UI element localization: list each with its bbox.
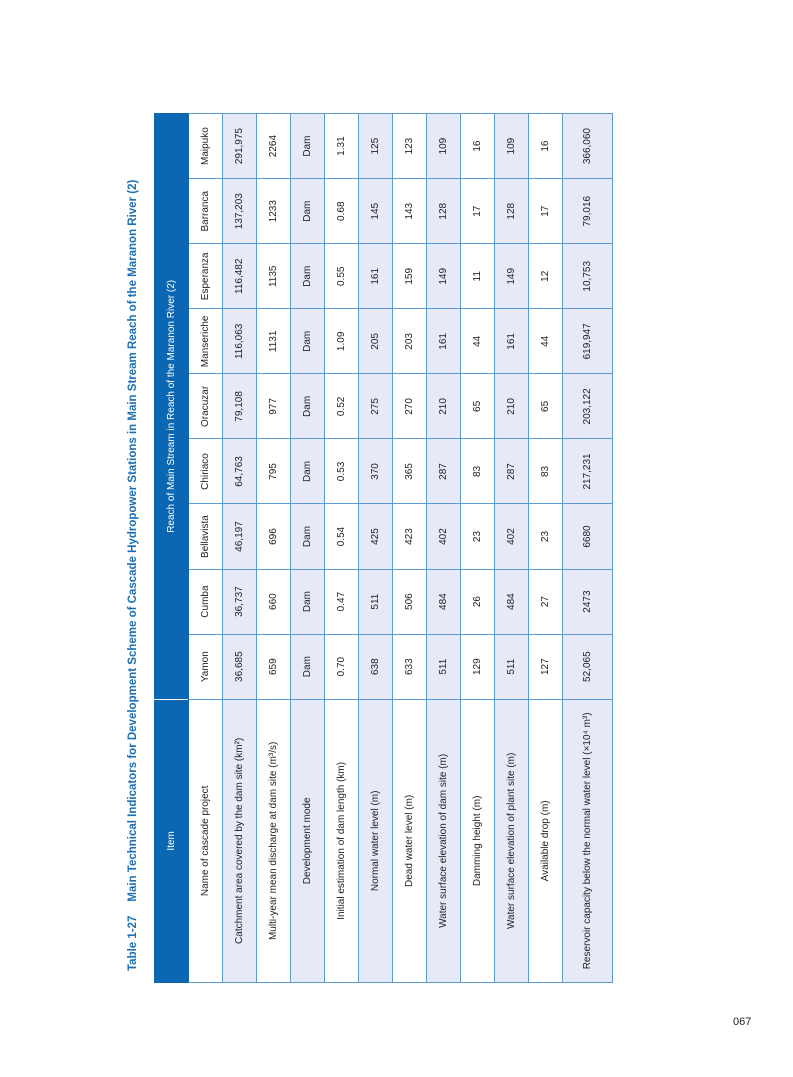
- table-cell: 137,203: [223, 179, 257, 244]
- table-cell: 159: [393, 244, 427, 309]
- table-cell: 1.31: [325, 114, 359, 179]
- table-row: [563, 114, 613, 983]
- table-cell: 161: [495, 309, 529, 374]
- header-item: Item: [155, 699, 189, 982]
- table-cell: 36,737: [223, 569, 257, 634]
- table-cell: Dam: [291, 504, 325, 569]
- table-cell: 17: [461, 179, 495, 244]
- table-cell: Dam: [291, 179, 325, 244]
- table-cell: 52,065: [563, 634, 613, 699]
- table-cell: 203: [393, 309, 427, 374]
- table-cell: 484: [427, 569, 461, 634]
- table-cell: 0.53: [325, 439, 359, 504]
- table-number: Table 1-27: [127, 915, 139, 971]
- table-cell: 0.47: [325, 569, 359, 634]
- indicator-table: [154, 113, 613, 983]
- table-cell: 6680: [563, 504, 613, 569]
- table-cell: 203,122: [563, 374, 613, 439]
- table-cell: 270: [393, 374, 427, 439]
- table-cell: 287: [427, 439, 461, 504]
- table-cell: 366,060: [563, 114, 613, 179]
- row-label: Available drop (m): [529, 699, 563, 982]
- row-label: Normal water level (m): [359, 699, 393, 982]
- table-cell: Yamon: [189, 634, 223, 699]
- table-cell: 143: [393, 179, 427, 244]
- table-cell: Dam: [291, 309, 325, 374]
- table-row: [325, 114, 359, 983]
- table-row: [359, 114, 393, 983]
- row-label: Development mode: [291, 699, 325, 982]
- table-cell: 23: [461, 504, 495, 569]
- table-cell: Bellavista: [189, 504, 223, 569]
- table-cell: Maipuko: [189, 114, 223, 179]
- table-cell: 17: [529, 179, 563, 244]
- row-label: Catchment area covered by the dam site (km²): [223, 699, 257, 982]
- table-cell: 659: [257, 634, 291, 699]
- table-cell: 210: [495, 374, 529, 439]
- table-cell: 149: [427, 244, 461, 309]
- row-label: Reservoir capacity below the normal water level (×10⁴ m³): [563, 699, 613, 982]
- table-row: [189, 114, 223, 983]
- table-cell: 511: [427, 634, 461, 699]
- table-row: [461, 114, 495, 983]
- table-row: [257, 114, 291, 983]
- table-cell: 27: [529, 569, 563, 634]
- table-cell: 127: [529, 634, 563, 699]
- table-cell: 65: [461, 374, 495, 439]
- table-cell: 370: [359, 439, 393, 504]
- table-cell: 795: [257, 439, 291, 504]
- table-cell: 116,482: [223, 244, 257, 309]
- table-cell: Chiriaco: [189, 439, 223, 504]
- table-cell: 287: [495, 439, 529, 504]
- table-cell: 660: [257, 569, 291, 634]
- row-label: Initial estimation of dam length (km): [325, 699, 359, 982]
- row-label: Multi-year mean discharge at dam site (m³/s): [257, 699, 291, 982]
- table-cell: 123: [393, 114, 427, 179]
- table-cell: 0.68: [325, 179, 359, 244]
- table-cell: 11: [461, 244, 495, 309]
- table-cell: 44: [461, 309, 495, 374]
- table-cell: 402: [495, 504, 529, 569]
- table-cell: 149: [495, 244, 529, 309]
- table-cell: Cumba: [189, 569, 223, 634]
- table-cell: 977: [257, 374, 291, 439]
- table-cell: 10,753: [563, 244, 613, 309]
- table-row: [495, 114, 529, 983]
- table-cell: 125: [359, 114, 393, 179]
- table-row: [291, 114, 325, 983]
- table-cell: 23: [529, 504, 563, 569]
- table-cell: Barranca: [189, 179, 223, 244]
- table-cell: 425: [359, 504, 393, 569]
- table-cell: 128: [495, 179, 529, 244]
- page-number: 067: [733, 1016, 752, 1028]
- table-cell: 128: [427, 179, 461, 244]
- table-cell: Oracuzar: [189, 374, 223, 439]
- table-cell: 205: [359, 309, 393, 374]
- table-cell: 0.55: [325, 244, 359, 309]
- table-cell: Dam: [291, 374, 325, 439]
- table-cell: 1131: [257, 309, 291, 374]
- table-cell: 0.52: [325, 374, 359, 439]
- table-cell: 116,063: [223, 309, 257, 374]
- table-cell: 109: [495, 114, 529, 179]
- table-cell: 16: [461, 114, 495, 179]
- row-label: Damming height (m): [461, 699, 495, 982]
- header-group: Reach of Main Stream in Reach of the Maranon River (2): [155, 114, 189, 700]
- row-label: Water surface elevation of dam site (m): [427, 699, 461, 982]
- table-row: [393, 114, 427, 983]
- table-row: [427, 114, 461, 983]
- rotated-table-block: [127, 113, 613, 983]
- table-cell: 423: [393, 504, 427, 569]
- table-cell: 65: [529, 374, 563, 439]
- table-cell: 79,108: [223, 374, 257, 439]
- table-cell: 161: [427, 309, 461, 374]
- table-cell: 44: [529, 309, 563, 374]
- table-cell: 16: [529, 114, 563, 179]
- row-label: Dead water level (m): [393, 699, 427, 982]
- row-label: Name of cascade project: [189, 699, 223, 982]
- table-cell: 619,947: [563, 309, 613, 374]
- table-cell: Dam: [291, 439, 325, 504]
- table-cell: Dam: [291, 114, 325, 179]
- table-cell: 291,975: [223, 114, 257, 179]
- table-cell: 145: [359, 179, 393, 244]
- table-cell: 79,016: [563, 179, 613, 244]
- table-cell: 696: [257, 504, 291, 569]
- table-cell: 12: [529, 244, 563, 309]
- table-cell: 0.70: [325, 634, 359, 699]
- table-cell: 275: [359, 374, 393, 439]
- table-cell: 129: [461, 634, 495, 699]
- table-cell: 2473: [563, 569, 613, 634]
- table-cell: 1233: [257, 179, 291, 244]
- table-cell: 511: [495, 634, 529, 699]
- table-cell: 1.09: [325, 309, 359, 374]
- table-cell: 36,685: [223, 634, 257, 699]
- table-caption: Main Technical Indicators for Development Scheme of Cascade Hydropower Stations in Main Stream Reach of the Maranon River (2): [127, 179, 139, 902]
- table-cell: 511: [359, 569, 393, 634]
- table-cell: 402: [427, 504, 461, 569]
- table-cell: 83: [529, 439, 563, 504]
- table-cell: 0.54: [325, 504, 359, 569]
- table-cell: 365: [393, 439, 427, 504]
- table-cell: Dam: [291, 569, 325, 634]
- table-cell: 506: [393, 569, 427, 634]
- table-cell: 26: [461, 569, 495, 634]
- table-cell: Dam: [291, 634, 325, 699]
- row-label: Water surface elevation of plant site (m): [495, 699, 529, 982]
- table-cell: 217,231: [563, 439, 613, 504]
- table-cell: 46,197: [223, 504, 257, 569]
- table-cell: 2264: [257, 114, 291, 179]
- table-cell: 64,763: [223, 439, 257, 504]
- table-title: [127, 180, 139, 971]
- table-cell: 484: [495, 569, 529, 634]
- table-cell: 633: [393, 634, 427, 699]
- table-cell: 83: [461, 439, 495, 504]
- table-cell: 1135: [257, 244, 291, 309]
- table-cell: 638: [359, 634, 393, 699]
- table-cell: 161: [359, 244, 393, 309]
- table-cell: Dam: [291, 244, 325, 309]
- table-cell: 109: [427, 114, 461, 179]
- table-cell: Esperanza: [189, 244, 223, 309]
- table-cell: Manseriche: [189, 309, 223, 374]
- table-cell: 210: [427, 374, 461, 439]
- table-row: [223, 114, 257, 983]
- table-row: [529, 114, 563, 983]
